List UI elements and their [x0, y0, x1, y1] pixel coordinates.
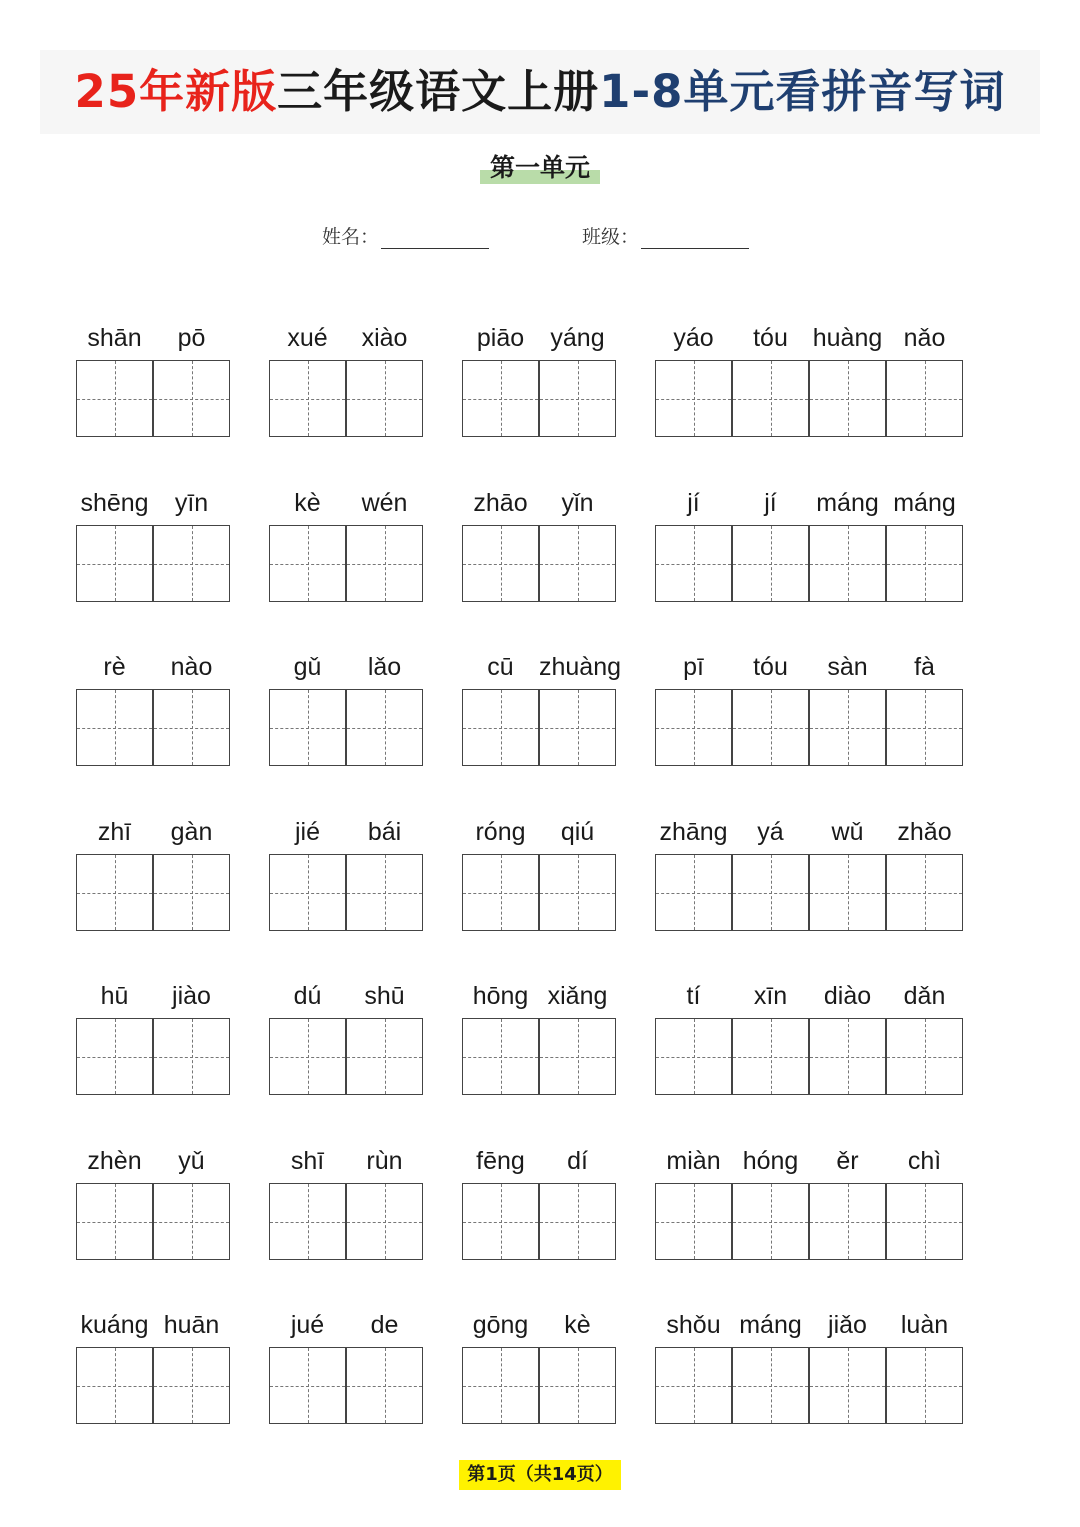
writing-cell[interactable]: [732, 1018, 809, 1095]
pinyin-label: máng: [893, 489, 956, 517]
writing-cell[interactable]: [269, 1347, 346, 1424]
pinyin-label: dú: [293, 982, 322, 1010]
writing-cell[interactable]: [809, 1183, 886, 1260]
writing-cell[interactable]: [809, 360, 886, 437]
writing-cell[interactable]: [153, 854, 230, 931]
writing-cell[interactable]: [655, 1183, 732, 1260]
writing-cell[interactable]: [346, 1183, 423, 1260]
pinyin-label: máng: [816, 489, 879, 517]
pinyin-label: jié: [294, 818, 320, 846]
pinyin-label: rùn: [366, 1147, 403, 1175]
class-blank[interactable]: [641, 226, 749, 249]
writing-cell[interactable]: [153, 525, 230, 602]
pinyin-label: máng: [739, 1311, 802, 1339]
pinyin-label: yǐn: [561, 489, 594, 517]
writing-cell[interactable]: [153, 1347, 230, 1424]
writing-cell[interactable]: [809, 525, 886, 602]
pinyin-label: xīn: [753, 982, 788, 1010]
writing-cell[interactable]: [732, 689, 809, 766]
writing-cell[interactable]: [462, 1347, 539, 1424]
pinyin-label: kè: [294, 489, 321, 517]
writing-cell[interactable]: [539, 360, 616, 437]
pinyin-label: kuáng: [80, 1311, 149, 1339]
pinyin-label: gōng: [472, 1311, 529, 1339]
writing-cell[interactable]: [153, 1183, 230, 1260]
writing-cell[interactable]: [76, 525, 153, 602]
writing-cell[interactable]: [269, 360, 346, 437]
pinyin-label: fēng: [476, 1147, 525, 1175]
pinyin-label: diào: [823, 982, 872, 1010]
pinyin-label: ěr: [836, 1147, 859, 1175]
pinyin-label: tí: [686, 982, 701, 1010]
writing-cell[interactable]: [153, 360, 230, 437]
pinyin-label: xué: [287, 324, 328, 352]
pinyin-label: shǒu: [666, 1311, 721, 1339]
class-label: 班级：: [582, 226, 640, 248]
writing-cell[interactable]: [886, 1183, 963, 1260]
pinyin-label: jí: [687, 489, 700, 517]
class-field[interactable]: [582, 222, 749, 249]
page-title: [0, 60, 1080, 124]
writing-cell[interactable]: [462, 689, 539, 766]
name-label: 姓名：: [322, 226, 380, 248]
writing-cell[interactable]: [886, 360, 963, 437]
name-field[interactable]: [322, 222, 489, 249]
writing-cell[interactable]: [732, 525, 809, 602]
pinyin-label: bái: [367, 818, 402, 846]
unit-heading: [0, 150, 1080, 186]
writing-cell[interactable]: [346, 1018, 423, 1095]
writing-cell[interactable]: [809, 1018, 886, 1095]
pinyin-label: hōng: [472, 982, 529, 1010]
pinyin-label: shū: [364, 982, 405, 1010]
writing-cell[interactable]: [462, 360, 539, 437]
writing-cell[interactable]: [886, 1347, 963, 1424]
title-blue: 1-8单元看拼音写词: [599, 65, 1006, 118]
writing-cell[interactable]: [809, 1347, 886, 1424]
writing-cell[interactable]: [655, 1018, 732, 1095]
writing-cell[interactable]: [655, 525, 732, 602]
pinyin-label: wǔ: [831, 818, 864, 846]
writing-cell[interactable]: [809, 854, 886, 931]
pinyin-label: yīn: [174, 489, 209, 517]
pinyin-label: sàn: [827, 653, 868, 681]
pinyin-label: pō: [177, 324, 206, 352]
pinyin-label: jiǎo: [828, 1311, 867, 1339]
pinyin-label: yáng: [550, 324, 605, 352]
pinyin-label: de: [370, 1311, 399, 1339]
pinyin-label: luàn: [900, 1311, 949, 1339]
pinyin-label: kè: [564, 1311, 591, 1339]
writing-cell[interactable]: [655, 689, 732, 766]
pinyin-label: qiú: [560, 818, 595, 846]
title-black: 三年级语文上册: [277, 65, 600, 118]
pinyin-label: shān: [87, 324, 142, 352]
writing-cell[interactable]: [655, 360, 732, 437]
writing-cell[interactable]: [539, 1018, 616, 1095]
pinyin-label: xiǎng: [547, 982, 608, 1010]
pinyin-label: xiào: [361, 324, 408, 352]
unit-label: 第一单元: [480, 150, 600, 186]
writing-cell[interactable]: [76, 854, 153, 931]
pinyin-label: nǎo: [903, 324, 946, 352]
name-blank[interactable]: [381, 226, 489, 249]
writing-cell[interactable]: [76, 1347, 153, 1424]
pinyin-label: shēng: [80, 489, 149, 517]
writing-cell[interactable]: [269, 1183, 346, 1260]
pinyin-label: shī: [290, 1147, 325, 1175]
writing-cell[interactable]: [539, 854, 616, 931]
title-red: 25年新版: [74, 65, 278, 118]
writing-cell[interactable]: [346, 525, 423, 602]
pinyin-label: yǔ: [178, 1147, 205, 1175]
pinyin-label: rè: [103, 653, 126, 681]
pinyin-label: dǎn: [903, 982, 946, 1010]
writing-cell[interactable]: [462, 854, 539, 931]
page-number: 第1页（共14页）: [459, 1460, 621, 1490]
writing-cell[interactable]: [655, 1347, 732, 1424]
writing-cell[interactable]: [346, 360, 423, 437]
pinyin-label: gàn: [170, 818, 213, 846]
writing-cell[interactable]: [655, 854, 732, 931]
pinyin-label: zhī: [97, 818, 132, 846]
pinyin-label: huān: [163, 1311, 220, 1339]
writing-cell[interactable]: [346, 854, 423, 931]
pinyin-label: tóu: [753, 324, 788, 352]
writing-cell[interactable]: [76, 1183, 153, 1260]
writing-cell[interactable]: [153, 689, 230, 766]
writing-cell[interactable]: [269, 689, 346, 766]
writing-cell[interactable]: [886, 525, 963, 602]
page-footer: [0, 1460, 1080, 1490]
writing-cell[interactable]: [886, 854, 963, 931]
pinyin-label: lǎo: [367, 653, 402, 681]
writing-cell[interactable]: [886, 1018, 963, 1095]
pinyin-label: hóng: [742, 1147, 799, 1175]
writing-cell[interactable]: [76, 360, 153, 437]
student-info: [0, 222, 1080, 254]
pinyin-label: tóu: [753, 653, 788, 681]
writing-cell[interactable]: [269, 525, 346, 602]
pinyin-label: hū: [100, 982, 129, 1010]
pinyin-label: wén: [361, 489, 408, 517]
pinyin-label: zhèn: [87, 1147, 142, 1175]
writing-cell[interactable]: [462, 1018, 539, 1095]
pinyin-label: huàng: [812, 324, 883, 352]
pinyin-label: cū: [487, 653, 514, 681]
writing-cell[interactable]: [539, 1183, 616, 1260]
pinyin-label: jiào: [172, 982, 211, 1010]
pinyin-label: yáo: [673, 324, 714, 352]
writing-cell[interactable]: [346, 1347, 423, 1424]
writing-cell[interactable]: [462, 525, 539, 602]
pinyin-label: pī: [683, 653, 704, 681]
writing-cell[interactable]: [76, 1018, 153, 1095]
writing-cell[interactable]: [269, 854, 346, 931]
pinyin-label: zhāo: [473, 489, 528, 517]
writing-cell[interactable]: [153, 1018, 230, 1095]
writing-cell[interactable]: [732, 854, 809, 931]
pinyin-label: fà: [914, 653, 935, 681]
pinyin-label: jué: [290, 1311, 325, 1339]
pinyin-label: nào: [170, 653, 213, 681]
writing-cell[interactable]: [732, 1183, 809, 1260]
pinyin-label: dí: [567, 1147, 588, 1175]
pinyin-label: róng: [475, 818, 526, 846]
writing-cell[interactable]: [539, 689, 616, 766]
pinyin-label: yá: [757, 818, 784, 846]
pinyin-label: zhāng: [659, 818, 728, 846]
pinyin-label: miàn: [666, 1147, 721, 1175]
pinyin-label: piāo: [476, 324, 525, 352]
pinyin-label: chì: [907, 1147, 942, 1175]
pinyin-label: zhuàng: [539, 653, 622, 681]
pinyin-label: zhǎo: [897, 818, 952, 846]
writing-cell[interactable]: [539, 1347, 616, 1424]
writing-cell[interactable]: [539, 525, 616, 602]
writing-cell[interactable]: [809, 689, 886, 766]
writing-cell[interactable]: [886, 689, 963, 766]
pinyin-label: gǔ: [293, 653, 322, 681]
writing-cell[interactable]: [732, 1347, 809, 1424]
writing-cell[interactable]: [346, 689, 423, 766]
writing-cell[interactable]: [732, 360, 809, 437]
writing-cell[interactable]: [462, 1183, 539, 1260]
writing-cell[interactable]: [269, 1018, 346, 1095]
writing-cell[interactable]: [76, 689, 153, 766]
pinyin-label: jí: [764, 489, 777, 517]
